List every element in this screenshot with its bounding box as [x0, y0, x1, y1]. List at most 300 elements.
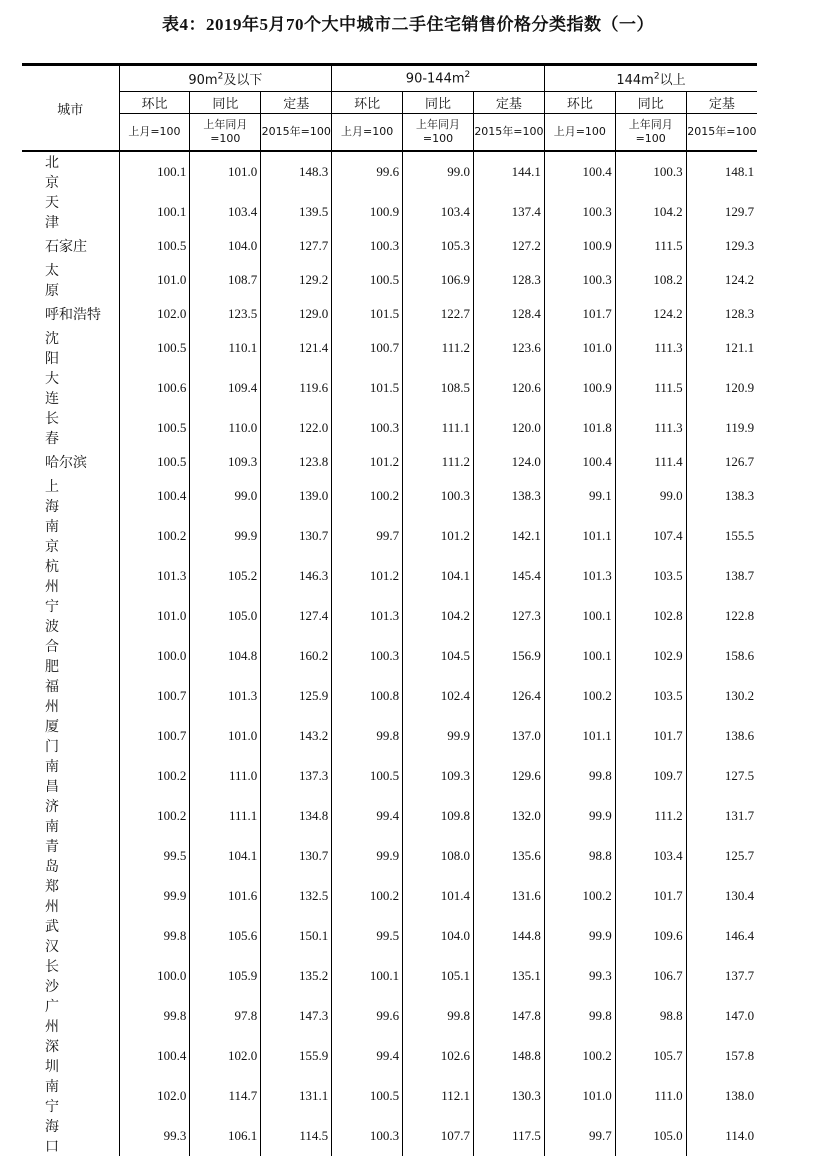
index-value: 127.3: [473, 596, 544, 636]
city-name: 上海: [22, 476, 119, 516]
index-value: 103.4: [615, 836, 686, 876]
city-name: 大连: [22, 368, 119, 408]
city-name: 广州: [22, 996, 119, 1036]
index-value: 120.9: [686, 368, 757, 408]
index-value: 110.1: [190, 328, 261, 368]
index-value: 106.7: [615, 956, 686, 996]
index-value: 124.2: [686, 260, 757, 300]
group-header-medium: $90-144m^2$: [332, 65, 545, 92]
sub-header: 环比: [332, 92, 403, 114]
index-value: 125.7: [686, 836, 757, 876]
city-name: 杭州: [22, 556, 119, 596]
index-value: 101.1: [544, 716, 615, 756]
index-value: 101.5: [332, 368, 403, 408]
index-value: 100.1: [544, 636, 615, 676]
index-value: 155.5: [686, 516, 757, 556]
index-value: 105.2: [190, 556, 261, 596]
city-header: 城市: [22, 65, 119, 152]
index-value: 137.0: [473, 716, 544, 756]
index-value: 132.5: [261, 876, 332, 916]
index-value: 99.9: [403, 716, 474, 756]
index-value: 114.5: [261, 1116, 332, 1156]
index-value: 102.8: [615, 596, 686, 636]
index-value: 100.5: [332, 260, 403, 300]
table-row: [22, 260, 757, 300]
index-value: 121.4: [261, 328, 332, 368]
index-value: 100.3: [544, 260, 615, 300]
index-value: 99.8: [403, 996, 474, 1036]
city-name: 武汉: [22, 916, 119, 956]
city-name: 长沙: [22, 956, 119, 996]
index-value: 99.1: [544, 476, 615, 516]
index-value: 101.2: [332, 448, 403, 476]
index-value: 111.2: [403, 328, 474, 368]
table-row: [22, 996, 757, 1036]
index-value: 101.2: [403, 516, 474, 556]
index-value: 101.3: [190, 676, 261, 716]
table-row: [22, 476, 757, 516]
index-value: 106.9: [403, 260, 474, 300]
table-row: [22, 676, 757, 716]
city-name: 厦门: [22, 716, 119, 756]
index-value: 99.8: [332, 716, 403, 756]
index-value: 119.9: [686, 408, 757, 448]
index-value: 103.5: [615, 676, 686, 716]
index-value: 137.3: [261, 756, 332, 796]
table-row: [22, 192, 757, 232]
index-value: 102.0: [190, 1036, 261, 1076]
index-value: 148.1: [686, 151, 757, 192]
index-value: 101.0: [544, 328, 615, 368]
index-value: 99.9: [332, 836, 403, 876]
index-value: 100.1: [544, 596, 615, 636]
index-value: 98.8: [615, 996, 686, 1036]
index-value: 130.4: [686, 876, 757, 916]
table-row: [22, 796, 757, 836]
table-row: [22, 516, 757, 556]
index-value: 104.0: [403, 916, 474, 956]
sub-header: 环比: [544, 92, 615, 114]
unit-header: 上月=100: [119, 114, 190, 152]
index-value: 108.0: [403, 836, 474, 876]
city-name: 石家庄: [22, 232, 119, 260]
index-value: 158.6: [686, 636, 757, 676]
index-value: 101.7: [615, 876, 686, 916]
index-value: 105.0: [190, 596, 261, 636]
table-row: [22, 300, 757, 328]
index-value: 103.4: [190, 192, 261, 232]
index-value: 99.6: [332, 151, 403, 192]
index-value: 123.6: [473, 328, 544, 368]
index-value: 135.1: [473, 956, 544, 996]
index-value: 100.1: [119, 192, 190, 232]
index-value: 144.8: [473, 916, 544, 956]
index-value: 100.3: [332, 1116, 403, 1156]
index-value: 100.3: [544, 192, 615, 232]
table-row: [22, 836, 757, 876]
index-value: 100.2: [332, 876, 403, 916]
index-value: 99.9: [544, 916, 615, 956]
index-value: 105.1: [403, 956, 474, 996]
index-value: 128.3: [686, 300, 757, 328]
index-value: 119.6: [261, 368, 332, 408]
index-value: 109.8: [403, 796, 474, 836]
city-name: 海口: [22, 1116, 119, 1156]
index-value: 101.7: [615, 716, 686, 756]
index-value: 120.6: [473, 368, 544, 408]
index-value: 99.8: [119, 916, 190, 956]
table-row: [22, 636, 757, 676]
index-value: 104.2: [615, 192, 686, 232]
group-header-large: $144m^2$以上: [544, 65, 757, 92]
index-value: 101.3: [119, 556, 190, 596]
index-value: 143.2: [261, 716, 332, 756]
index-value: 100.2: [332, 476, 403, 516]
city-name: 青岛: [22, 836, 119, 876]
index-value: 100.3: [332, 232, 403, 260]
city-name: 南宁: [22, 1076, 119, 1116]
index-value: 99.4: [332, 796, 403, 836]
sub-header-row: [22, 92, 757, 114]
index-value: 144.1: [473, 151, 544, 192]
index-value: 100.2: [119, 796, 190, 836]
index-value: 124.0: [473, 448, 544, 476]
index-value: 104.1: [190, 836, 261, 876]
unit-header: 2015年=100: [261, 114, 332, 152]
unit-header: 上年同月=100: [615, 114, 686, 152]
index-value: 108.2: [615, 260, 686, 300]
table-row: [22, 876, 757, 916]
index-value: 139.5: [261, 192, 332, 232]
city-name: 哈尔滨: [22, 448, 119, 476]
index-value: 135.6: [473, 836, 544, 876]
table-row: [22, 328, 757, 368]
index-value: 104.1: [403, 556, 474, 596]
index-value: 99.5: [332, 916, 403, 956]
index-value: 100.4: [119, 1036, 190, 1076]
group-header-row: [22, 65, 757, 92]
city-name: 郑州: [22, 876, 119, 916]
index-value: 109.3: [403, 756, 474, 796]
sub-header: 同比: [190, 92, 261, 114]
index-value: 147.3: [261, 996, 332, 1036]
table-row: [22, 716, 757, 756]
index-value: 99.8: [544, 756, 615, 796]
index-value: 111.0: [615, 1076, 686, 1116]
index-value: 100.7: [119, 676, 190, 716]
index-value: 156.9: [473, 636, 544, 676]
table-row: [22, 232, 757, 260]
index-value: 111.5: [615, 232, 686, 260]
table-row: [22, 408, 757, 448]
index-value: 100.5: [332, 1076, 403, 1116]
index-value: 122.7: [403, 300, 474, 328]
index-value: 107.7: [403, 1116, 474, 1156]
index-value: 102.0: [119, 300, 190, 328]
index-value: 100.2: [544, 676, 615, 716]
index-value: 100.7: [332, 328, 403, 368]
index-value: 100.0: [119, 956, 190, 996]
index-value: 129.2: [261, 260, 332, 300]
city-name: 南京: [22, 516, 119, 556]
index-value: 100.6: [119, 368, 190, 408]
index-value: 123.5: [190, 300, 261, 328]
index-value: 131.6: [473, 876, 544, 916]
index-value: 98.8: [544, 836, 615, 876]
index-value: 131.1: [261, 1076, 332, 1116]
group-header-small: $90m^2$及以下: [119, 65, 332, 92]
index-value: 108.7: [190, 260, 261, 300]
city-name: 太原: [22, 260, 119, 300]
table-row: [22, 368, 757, 408]
index-value: 100.5: [119, 328, 190, 368]
index-value: 100.9: [332, 192, 403, 232]
city-name: 南昌: [22, 756, 119, 796]
index-value: 99.9: [119, 876, 190, 916]
index-value: 127.7: [261, 232, 332, 260]
index-value: 101.5: [332, 300, 403, 328]
index-value: 101.0: [190, 716, 261, 756]
index-value: 100.2: [119, 756, 190, 796]
index-value: 100.3: [332, 636, 403, 676]
index-value: 100.2: [544, 876, 615, 916]
index-value: 100.3: [332, 408, 403, 448]
city-name: 呼和浩特: [22, 300, 119, 328]
index-value: 127.2: [473, 232, 544, 260]
price-index-table: [22, 63, 757, 1156]
index-value: 127.5: [686, 756, 757, 796]
index-value: 107.4: [615, 516, 686, 556]
index-value: 150.1: [261, 916, 332, 956]
sub-header: 同比: [403, 92, 474, 114]
sub-header: 定基: [473, 92, 544, 114]
index-value: 109.4: [190, 368, 261, 408]
index-value: 101.7: [544, 300, 615, 328]
index-value: 138.6: [686, 716, 757, 756]
index-value: 145.4: [473, 556, 544, 596]
index-value: 128.4: [473, 300, 544, 328]
table-row: [22, 1076, 757, 1116]
index-value: 109.7: [615, 756, 686, 796]
index-value: 122.8: [686, 596, 757, 636]
index-value: 100.5: [119, 448, 190, 476]
index-value: 122.0: [261, 408, 332, 448]
index-value: 128.3: [473, 260, 544, 300]
table-row: [22, 916, 757, 956]
index-value: 102.0: [119, 1076, 190, 1116]
city-name: 天津: [22, 192, 119, 232]
unit-header: 上年同月=100: [190, 114, 261, 152]
index-value: 131.7: [686, 796, 757, 836]
index-value: 102.9: [615, 636, 686, 676]
index-value: 100.4: [119, 476, 190, 516]
index-value: 99.9: [190, 516, 261, 556]
index-value: 103.5: [615, 556, 686, 596]
index-value: 104.8: [190, 636, 261, 676]
index-value: 100.9: [544, 232, 615, 260]
table-row: [22, 596, 757, 636]
table-row: [22, 448, 757, 476]
index-value: 102.4: [403, 676, 474, 716]
sub-header: 定基: [261, 92, 332, 114]
index-value: 100.1: [332, 956, 403, 996]
city-name: 福州: [22, 676, 119, 716]
index-value: 105.3: [403, 232, 474, 260]
index-value: 130.7: [261, 836, 332, 876]
city-name: 济南: [22, 796, 119, 836]
index-value: 120.0: [473, 408, 544, 448]
city-name: 合肥: [22, 636, 119, 676]
index-value: 99.8: [544, 996, 615, 1036]
sub-header: 环比: [119, 92, 190, 114]
index-value: 137.7: [686, 956, 757, 996]
table-title: 表4：2019年5月70个大中城市二手住宅销售价格分类指数（一）: [162, 15, 654, 34]
index-value: 100.1: [119, 151, 190, 192]
index-value: 109.3: [190, 448, 261, 476]
index-value: 100.0: [119, 636, 190, 676]
index-value: 97.8: [190, 996, 261, 1036]
table-row: [22, 556, 757, 596]
index-value: 101.4: [403, 876, 474, 916]
index-value: 99.4: [332, 1036, 403, 1076]
index-value: 99.3: [544, 956, 615, 996]
index-value: 99.0: [190, 476, 261, 516]
index-value: 99.8: [119, 996, 190, 1036]
index-value: 105.7: [615, 1036, 686, 1076]
index-value: 103.4: [403, 192, 474, 232]
index-value: 100.2: [119, 516, 190, 556]
index-value: 99.7: [544, 1116, 615, 1156]
sub-header: 同比: [615, 92, 686, 114]
index-value: 155.9: [261, 1036, 332, 1076]
index-value: 147.0: [686, 996, 757, 1036]
index-value: 101.6: [190, 876, 261, 916]
index-value: 99.7: [332, 516, 403, 556]
index-value: 100.4: [544, 448, 615, 476]
index-value: 138.0: [686, 1076, 757, 1116]
index-value: 99.5: [119, 836, 190, 876]
unit-header: 上月=100: [544, 114, 615, 152]
index-value: 99.6: [332, 996, 403, 1036]
index-value: 104.2: [403, 596, 474, 636]
unit-header: 上年同月=100: [403, 114, 474, 152]
table-row: [22, 151, 757, 192]
table-row: [22, 956, 757, 996]
index-value: 130.2: [686, 676, 757, 716]
index-value: 130.7: [261, 516, 332, 556]
sub-header: 定基: [686, 92, 757, 114]
index-value: 111.2: [615, 796, 686, 836]
index-value: 99.3: [119, 1116, 190, 1156]
index-value: 101.0: [119, 596, 190, 636]
unit-header: 上月=100: [332, 114, 403, 152]
index-value: 101.3: [544, 556, 615, 596]
index-value: 101.0: [119, 260, 190, 300]
index-value: 101.8: [544, 408, 615, 448]
index-value: 106.1: [190, 1116, 261, 1156]
index-value: 111.2: [403, 448, 474, 476]
index-value: 100.5: [119, 232, 190, 260]
index-value: 111.0: [190, 756, 261, 796]
index-value: 142.1: [473, 516, 544, 556]
index-value: 127.4: [261, 596, 332, 636]
index-value: 132.0: [473, 796, 544, 836]
city-name: 沈阳: [22, 328, 119, 368]
index-value: 111.4: [615, 448, 686, 476]
index-value: 101.0: [190, 151, 261, 192]
index-value: 134.8: [261, 796, 332, 836]
index-value: 112.1: [403, 1076, 474, 1116]
city-name: 长春: [22, 408, 119, 448]
index-value: 138.7: [686, 556, 757, 596]
index-value: 101.2: [332, 556, 403, 596]
index-value: 104.0: [190, 232, 261, 260]
index-value: 105.0: [615, 1116, 686, 1156]
index-value: 146.4: [686, 916, 757, 956]
index-value: 124.2: [615, 300, 686, 328]
index-value: 100.2: [544, 1036, 615, 1076]
unit-header: 2015年=100: [473, 114, 544, 152]
index-value: 104.5: [403, 636, 474, 676]
index-value: 101.3: [332, 596, 403, 636]
index-value: 105.9: [190, 956, 261, 996]
city-name: 北京: [22, 151, 119, 192]
index-value: 147.8: [473, 996, 544, 1036]
unit-header: 2015年=100: [686, 114, 757, 152]
index-value: 100.9: [544, 368, 615, 408]
index-value: 157.8: [686, 1036, 757, 1076]
index-value: 117.5: [473, 1116, 544, 1156]
index-value: 125.9: [261, 676, 332, 716]
index-value: 101.1: [544, 516, 615, 556]
index-value: 108.5: [403, 368, 474, 408]
index-value: 148.8: [473, 1036, 544, 1076]
index-value: 137.4: [473, 192, 544, 232]
index-value: 160.2: [261, 636, 332, 676]
index-value: 138.3: [686, 476, 757, 516]
index-value: 99.0: [615, 476, 686, 516]
index-value: 129.3: [686, 232, 757, 260]
index-value: 100.8: [332, 676, 403, 716]
index-value: 111.3: [615, 408, 686, 448]
index-value: 99.0: [403, 151, 474, 192]
index-value: 102.6: [403, 1036, 474, 1076]
index-value: 100.3: [615, 151, 686, 192]
index-value: 99.9: [544, 796, 615, 836]
index-value: 111.1: [190, 796, 261, 836]
unit-header-row: [22, 114, 757, 152]
index-value: 139.0: [261, 476, 332, 516]
index-value: 101.0: [544, 1076, 615, 1116]
index-value: 109.6: [615, 916, 686, 956]
index-value: 114.7: [190, 1076, 261, 1116]
index-value: 111.1: [403, 408, 474, 448]
table-row: [22, 1036, 757, 1076]
index-value: 110.0: [190, 408, 261, 448]
index-value: 121.1: [686, 328, 757, 368]
index-value: 111.3: [615, 328, 686, 368]
index-value: 148.3: [261, 151, 332, 192]
index-value: 130.3: [473, 1076, 544, 1116]
city-name: 宁波: [22, 596, 119, 636]
index-value: 129.0: [261, 300, 332, 328]
table-row: [22, 756, 757, 796]
index-value: 114.0: [686, 1116, 757, 1156]
index-value: 100.5: [332, 756, 403, 796]
table-row: [22, 1116, 757, 1156]
index-value: 126.7: [686, 448, 757, 476]
index-value: 100.7: [119, 716, 190, 756]
